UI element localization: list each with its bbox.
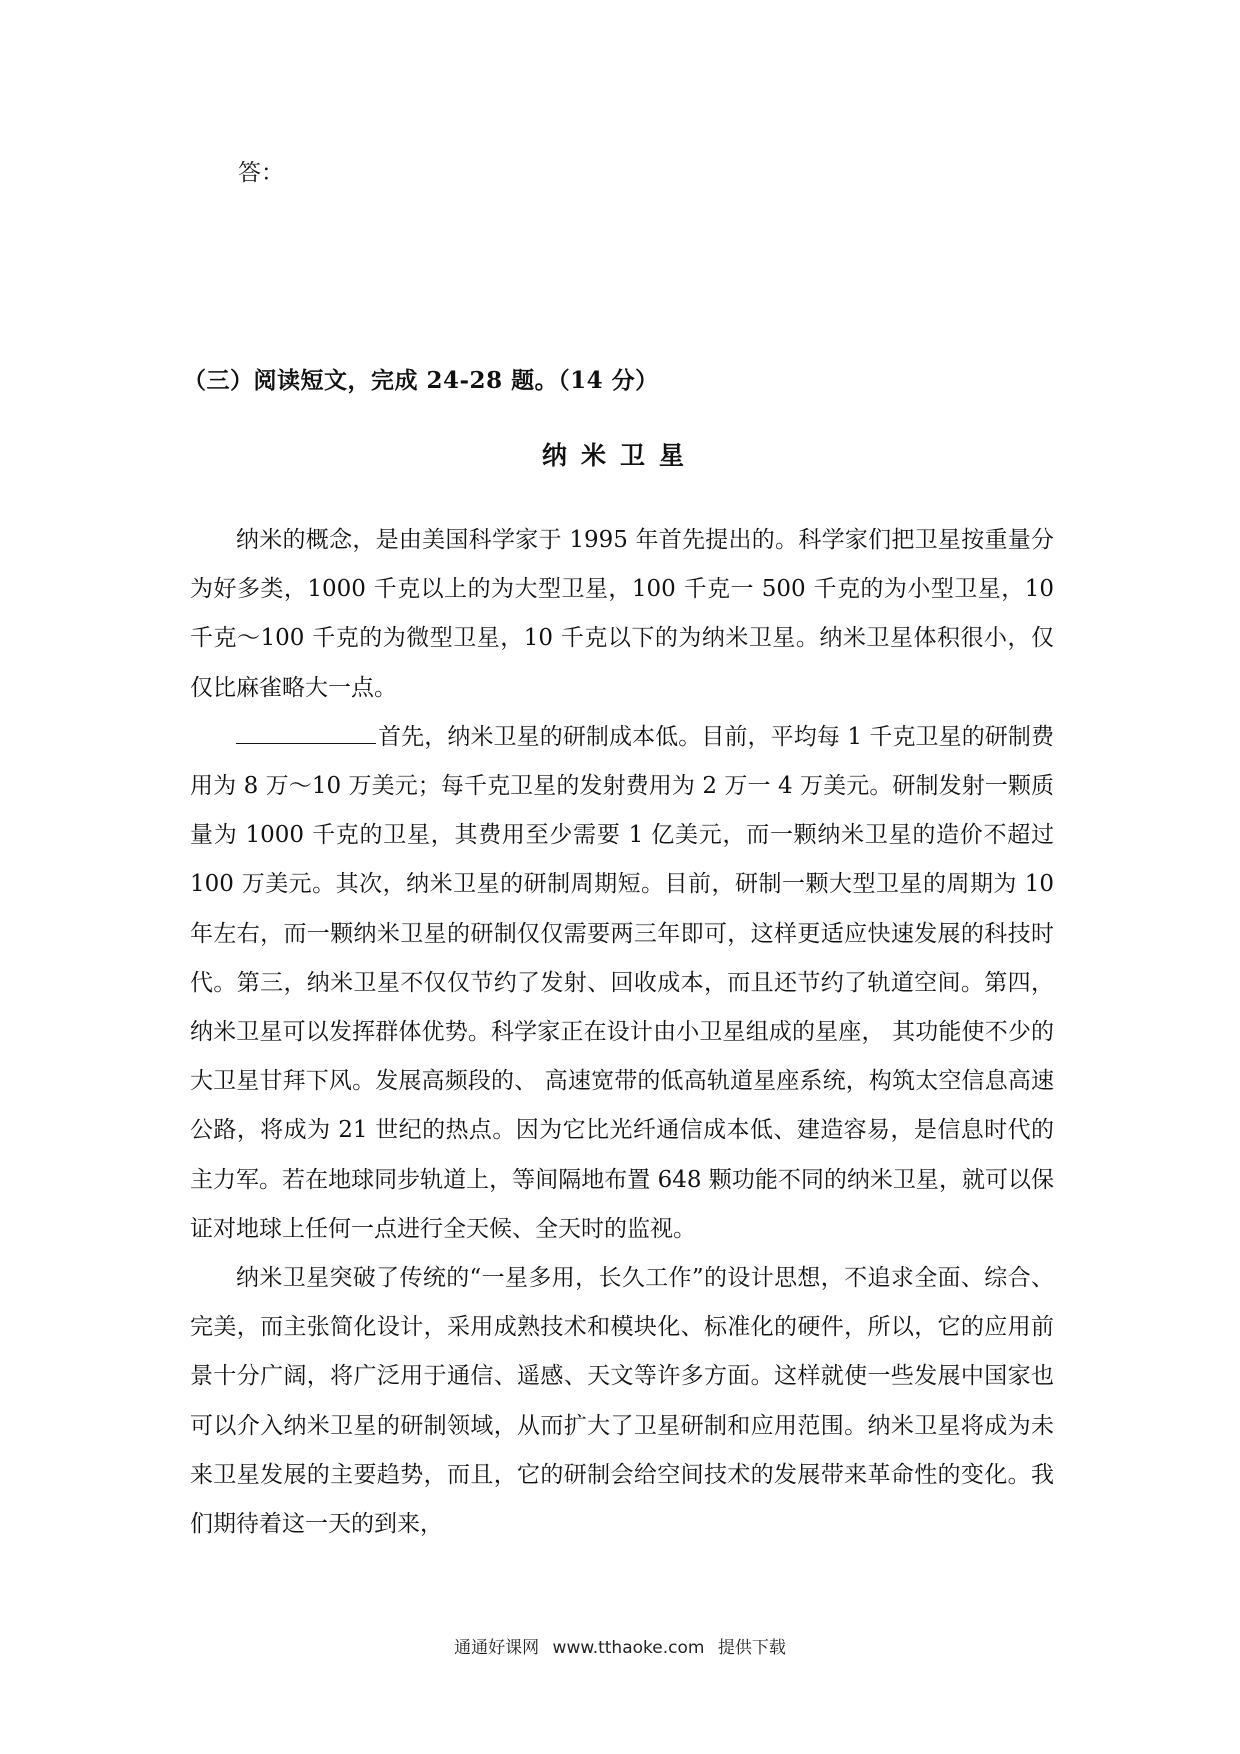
paragraph-2-text: 首先，纳米卫星的研制成本低。目前，平均每 1 千克卫星的研制费用为 8 万～10 万美元；每千克卫星的发射费用为 2 万一 4 万美元。研制发射一颗质量为 1000 千克的卫星，其费用至少需要 1 亿美元，而一颗纳米卫星的造价不超过 100 万美元。其次，纳米卫星的研制周期短。目前，研制一颗大型卫星的周期为 10 年左右，而一颗纳米卫星的研制仅仅需要两三年即可，这样更适应快速发展的科技时代。第三，纳米卫星不仅仅节约了发射、回收成本，而且还节约了轨道空间。第四，纳米卫星可以发挥群体优势。科学家正在设计由小卫星组成的星座， 其功能使不少的大卫星甘拜下风。发展高频段的、 高速宽带的低高轨道星座系统，构筑太空信息高速公路，将成为 21 世纪的热点。因为它比光纤通信成本低、建造容易，是信息时代的主力军。若在地球同步轨道上，等间隔地布置 648 颗功能不同的纳米卫星，就可以保证对地球上任何一点进行全天候、全天时的监视。 <box>190 723 1054 1242</box>
paragraph-2 <box>190 713 1054 1254</box>
section-heading: （三）阅读短文，完成 24-28 题。（14 分） <box>183 367 659 394</box>
footer <box>0 1636 1240 1660</box>
footer-suffix: 提供下载 <box>717 1638 786 1658</box>
answer-label: 答： <box>238 160 284 186</box>
fill-in-blank[interactable] <box>236 721 376 744</box>
paragraph-1: 纳米的概念，是由美国科学家于 1995 年首先提出的。科学家们把卫星按重量分为好多类，1000 千克以上的为大型卫星，100 千克一 500 千克的为小型卫星，10 千克～100 千克的为微型卫星，10 千克以下的为纳米卫星。纳米卫星体积很小，仅仅比麻雀略大一点。 <box>190 527 1054 701</box>
article-title: 纳米卫星 <box>541 441 698 470</box>
article-body <box>190 516 1054 1549</box>
footer-site-name: 通通好课网 <box>454 1638 540 1658</box>
footer-url: www.tthaoke.com <box>552 1638 705 1658</box>
paragraph-3: 纳米卫星突破了传统的“一星多用，长久工作”的设计思想，不追求全面、综合、完美，而主张简化设计，采用成熟技术和模块化、标准化的硬件，所以，它的应用前景十分广阔，将广泛用于通信、遥感、天文等许多方面。这样就使一些发展中国家也可以介入纳米卫星的研制领域，从而扩大了卫星研制和应用范围。纳米卫星将成为未来卫星发展的主要趋势，而且，它的研制会给空间技术的发展带来革命性的变化。我们期待着这一天的到来， <box>190 1265 1054 1538</box>
